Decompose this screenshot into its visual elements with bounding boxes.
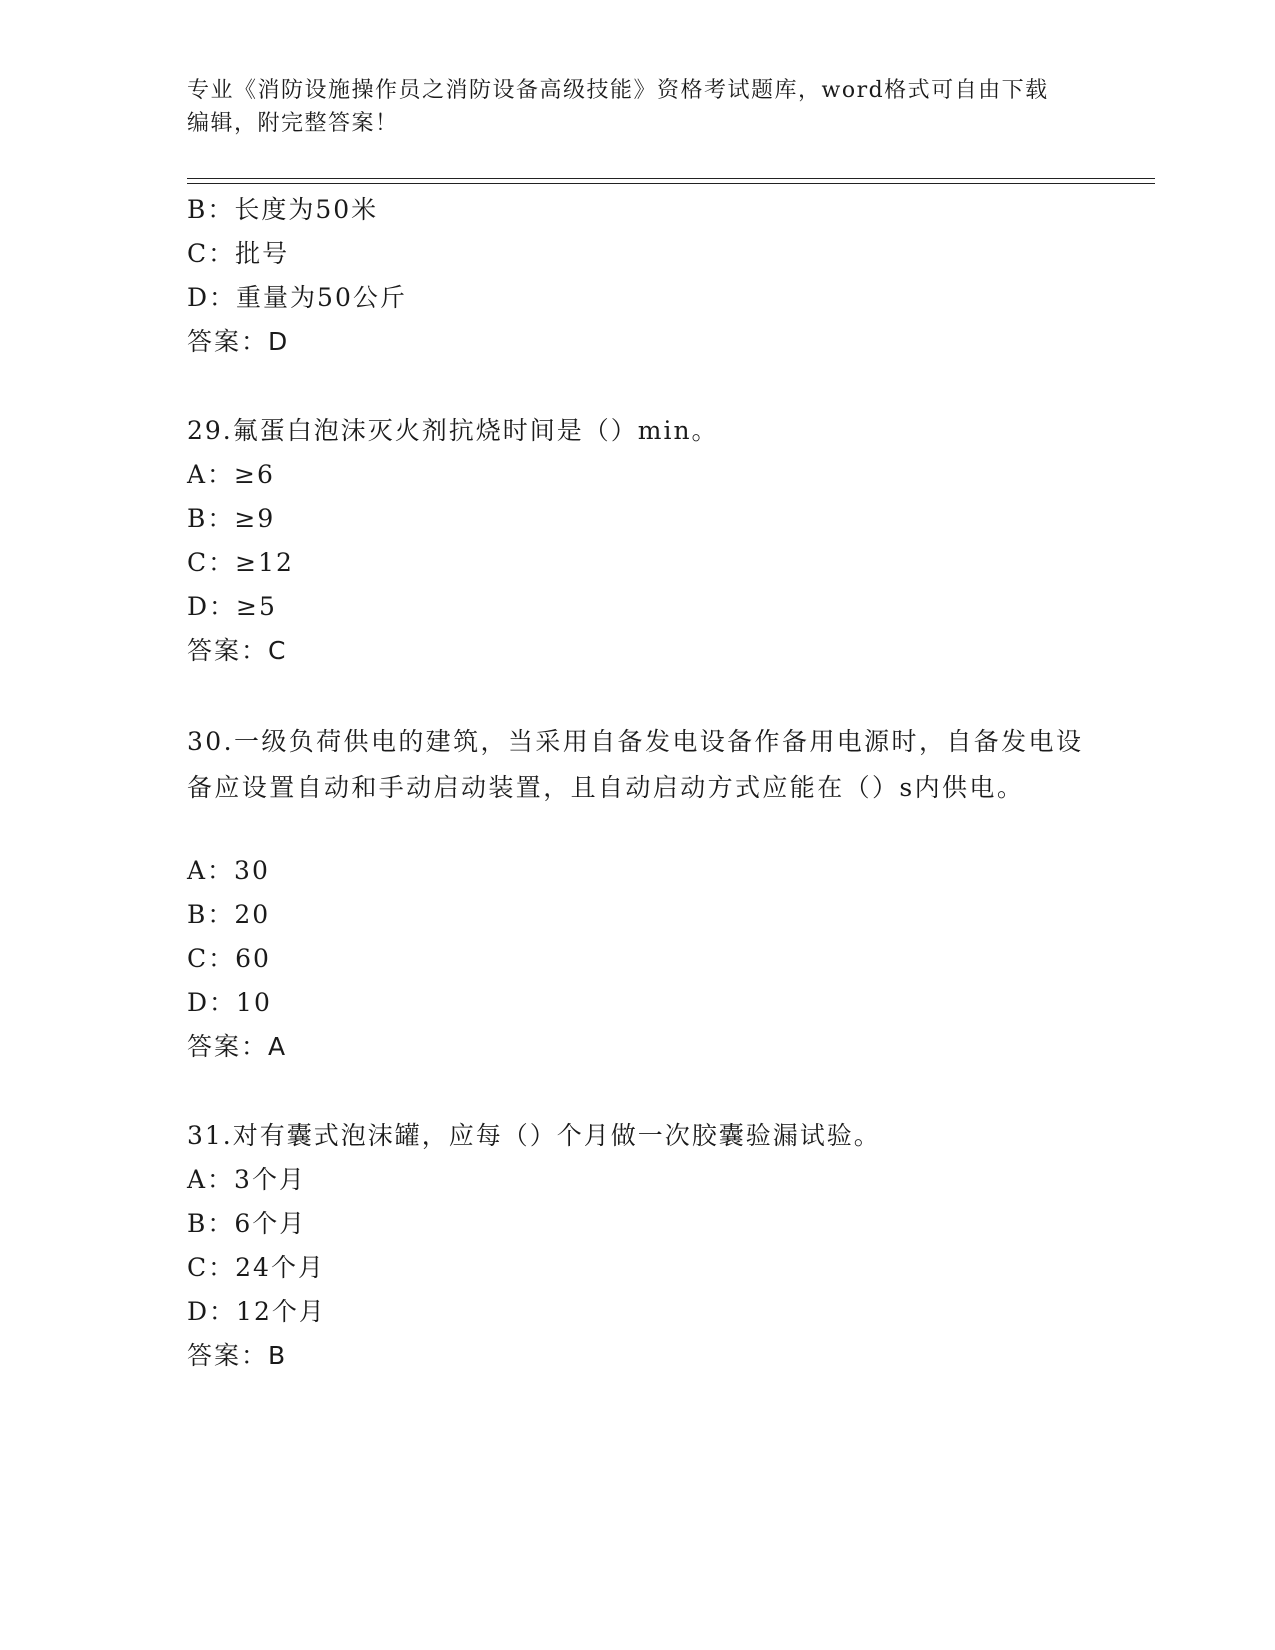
document-header-intro: 专业《消防设施操作员之消防设备高级技能》资格考试题库，word格式可自由下载编辑，附完整答案！ (187, 78, 1049, 136)
answer-line: 答案：D (187, 327, 290, 356)
option-b: B：长度为50米 (187, 195, 379, 224)
option-b: B：20 (187, 900, 271, 929)
header-divider-top (187, 178, 1155, 179)
option-c: C：24个月 (187, 1253, 325, 1282)
option-d: D：≥5 (187, 592, 277, 621)
option-a: A：3个月 (187, 1165, 306, 1194)
option-a: A：≥6 (187, 460, 275, 489)
answer-line: 答案：C (187, 636, 288, 665)
answer-line: 答案：B (187, 1341, 288, 1370)
header-divider-bottom (187, 183, 1155, 184)
question-30-text: 30.一级负荷供电的建筑，当采用自备发电设备作备用电源时，自备发电设备应设置自动和手动启动装置，且自动启动方式应能在（）s内供电。 (187, 727, 1084, 802)
option-c: C：60 (187, 944, 271, 973)
answer-line: 答案：A (187, 1032, 288, 1061)
option-d: D：10 (187, 988, 272, 1017)
option-c: C：批号 (187, 239, 290, 268)
option-d: D：12个月 (187, 1297, 326, 1326)
question-31-text: 31.对有囊式泡沫罐，应每（）个月做一次胶囊验漏试验。 (187, 1121, 881, 1150)
option-d: D：重量为50公斤 (187, 283, 407, 312)
option-c: C：≥12 (187, 548, 294, 577)
question-29-text: 29.氟蛋白泡沫灭火剂抗烧时间是（）min。 (187, 416, 719, 445)
option-a: A：30 (187, 856, 270, 885)
option-b: B：≥9 (187, 504, 276, 533)
option-b: B：6个月 (187, 1209, 307, 1238)
